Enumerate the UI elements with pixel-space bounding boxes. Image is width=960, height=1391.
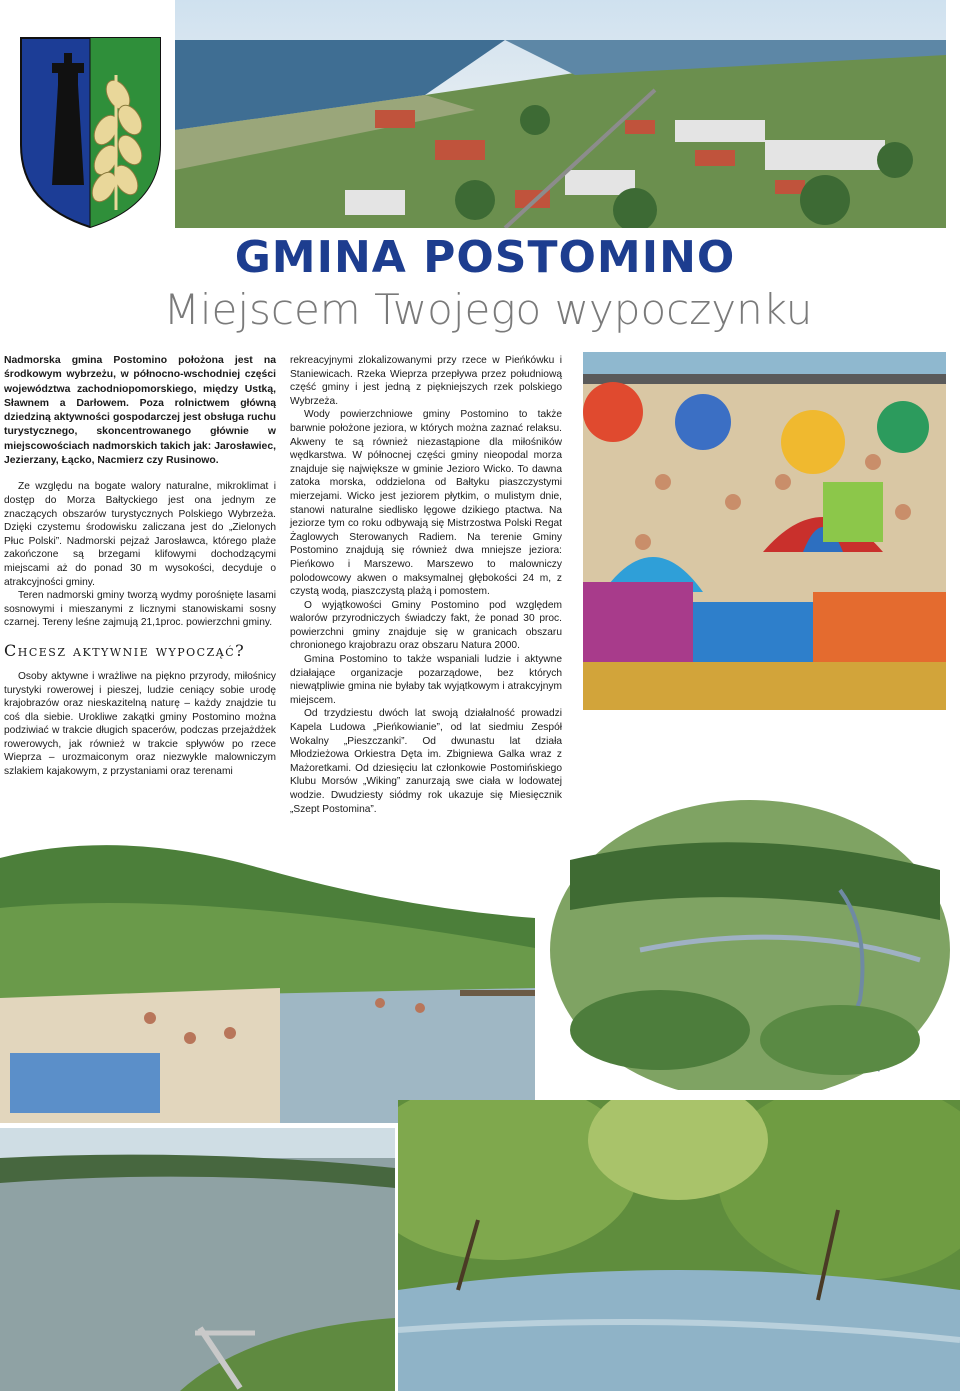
- page-title: GMINA POSTOMINO: [234, 232, 736, 283]
- left-column: [4, 354, 276, 779]
- middle-column: [290, 354, 562, 816]
- paragraph: Wody powierzchniowe gminy Postomino to także barwnie położone jeziora, w których można zaznać relaksu. Akweny te są również niezastąpione dla miłośników wędkarstwa. W północnej części gminy nieopodal morza znajduje się największe w gminie Jezioro Wicko. To dawna zatoka morska, oddzielona od Bałtyku piaszczystymi mierzejami. Wicko jest jeziorem płytkim, o mulistym dnie, stanowi naturalne siedlisko lęgowe dzikiego ptactwa. Na jeziorze tym co roku odbywają się Mistrzostwa Polski Regat Żaglowych Sterowanych Radiem. Na terenie Gminy Postomino znajdują się również dwa mniejsze jeziora: Pieńkowo i Marszewo. Marszewo to malowniczy polodowcowy akwen o maksymalnej głębokości 24 m, z czystą wodą, piaszczystą plażą i pomostem.: [290, 409, 562, 598]
- paragraph: Ze względu na bogate walory naturalne, mikroklimat i dostęp do Morza Bałtyckiego jest ona jednym ze znaczących obszarów turystycznych Polskiego Wybrzeża. Dzięki czystemu środowisku zaliczana jest do „Zielonych Płuc Polski”. Nadmorski pejzaż Jarosławca, którego plaże zakończone są brzegami klifowymi dochodzącymi miejscami aż do ponad 30 m wysokości, decyduje o atrakcyjności gminy.: [4, 481, 276, 588]
- paragraph: Osoby aktywne i wrażliwe na piękno przyrody, miłośnicy turystyki rowerowej i pieszej, ludzie ceniący sobie urodę krajobrazów oraz nieskazitelną naturę – każdy znajdzie tu coś dla siebie. Urokliwe zakątki gminy Postomino można podziwiać w trakcie długich spacerów, podczas przejażdżek rowerowych, jak również w trakcie spływów po rzece Wieprza – urozmaiconym oraz niezwykle malowniczym szlakiem kajakowym, z przystaniami oraz terenami: [4, 670, 276, 778]
- lake-jetty-photo: [0, 1128, 395, 1391]
- coat-of-arms: [18, 35, 163, 230]
- crowded-beach-photo: [583, 352, 946, 710]
- aerial-coast-photo: [175, 0, 946, 228]
- paragraph: Gmina Postomino to także wspaniali ludzie i aktywne działające organizacje pozarządowe, bez których niewątpliwie gmina nie byłaby tak wyjątkowym i atrakcyjnym miejscem.: [290, 654, 562, 706]
- river-trees-photo: [398, 1100, 960, 1391]
- lake-bathing-photo: [0, 828, 535, 1123]
- paragraph: rekreacyjnymi zlokalizowanymi przy rzece w Pieńkówku i Staniewicach. Rzeka Wieprza przepływa przez południową część gminy i jest jedną z piękniejszych rzek polskiego Wybrzeża.: [290, 355, 562, 407]
- lead-paragraph: Nadmorska gmina Postomino położona jest na środkowym wybrzeżu, w północno-wschodniej części województwa zachodniopomorskiego, między Ustką, Sławnem a Darłowem. Poza rolnictwem główną dziedziną aktywności gospodarczej jest obsługa ruchu turystycznego, skoncentrowanego głównie w miejscowościach nadmorskich takich jak: Jarosławiec, Jezierzany, Łącko, Nacmierz czy Rusinowo.: [4, 355, 276, 467]
- paragraph: Od trzydziestu dwóch lat swoją działalność prowadzi Kapela Ludowa „Pieńkowianie”, od lat siedmiu Zespół Wokalny „Pieszczanki”. Od dwunastu lat działa Młodzieżowa Orkiestra Dęta im. Zbigniewa Galka wraz z Mażoretkami. Od dziesięciu lat członkowie Postomińskiego Klubu Morsów „Wiking” zanurzają swe ciała w lodowatej wodzie. Dwudziesty siódmy rok ukazuje się Miesięcznik „Szept Postomina”.: [290, 708, 562, 815]
- paragraph: Teren nadmorski gminy tworzą wydmy porośnięte lasami sosnowymi i mieszanymi z licznymi stanowiskami sosny czarnej. Tereny leśne zajmują 21,1proc. powierzchni gminy.: [4, 590, 276, 629]
- section-heading: Chcesz aktywnie wypocząć?: [4, 640, 246, 660]
- page-subtitle: Miejscem Twojego wypoczynku: [163, 285, 813, 334]
- paragraph: O wyjątkowości Gminy Postomino pod względem walorów przyrodniczych świadczy fakt, że ponad 30 proc. powierzchni gminy znajduje się w granicach obszaru chronionego krajobrazu oraz obszaru Natura 2000.: [290, 599, 562, 652]
- river-valley-photo: [540, 800, 960, 1090]
